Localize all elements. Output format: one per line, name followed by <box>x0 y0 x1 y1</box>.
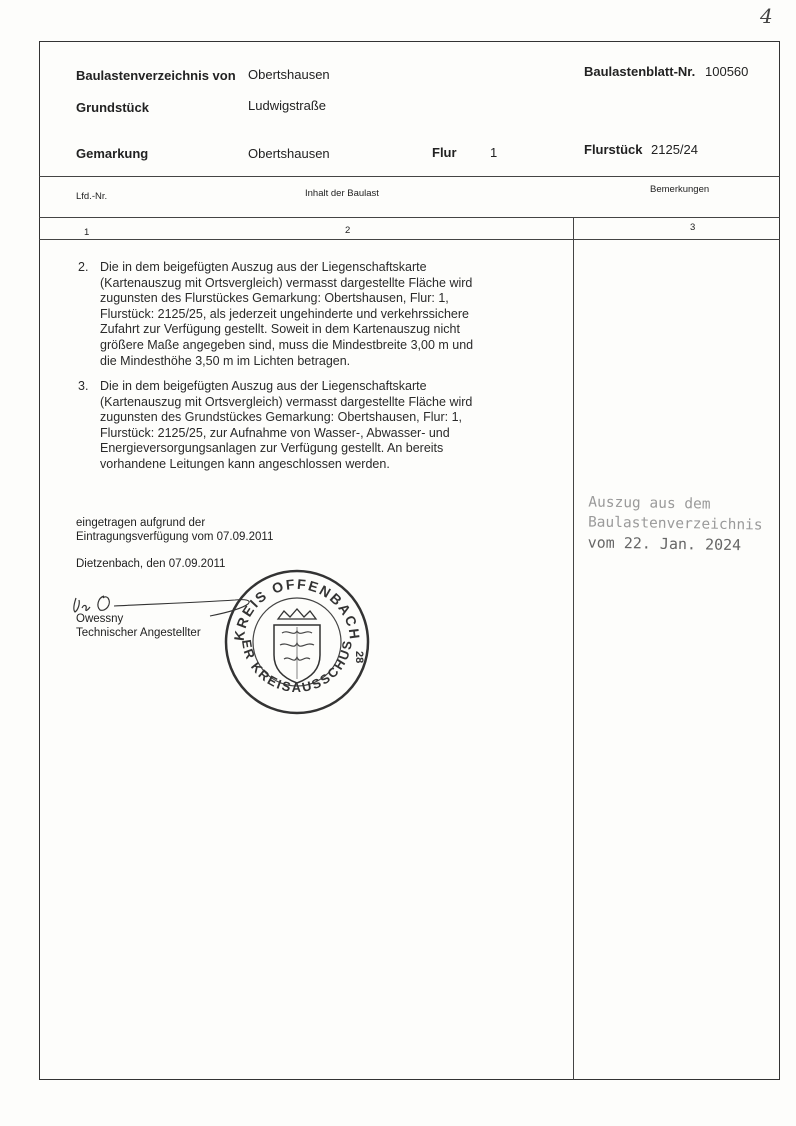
extract-stamp-date: vom 22. Jan. 2024 <box>587 533 742 555</box>
lfd-nr-header: Lfd.-Nr. <box>76 191 108 202</box>
eingetragen-note <box>76 516 273 544</box>
inhalt-header: Inhalt der Baulast <box>305 188 379 199</box>
entry-line: Flurstück: 2125/25, als jederzeit ungehinderte und verkehrssichere <box>100 306 469 321</box>
grundstueck-label: Grundstück <box>76 100 149 115</box>
column-divider <box>573 217 574 1080</box>
entry-line: größere Maße angegeben sind, muss die Mindestbreite 3,00 m und <box>100 337 474 352</box>
column-number-divider <box>39 239 780 240</box>
entry-line: Energieversorgungsanlagen zur Verfügung gestellt. An bereits <box>100 441 444 456</box>
entry-number: 3. <box>78 379 89 393</box>
column-number-3: 3 <box>690 222 696 233</box>
signer-block <box>76 612 201 640</box>
bemerkungen-header: Bemerkungen <box>650 184 710 195</box>
flurstueck-value: 2125/24 <box>651 142 698 157</box>
gemarkung-value: Obertshausen <box>248 146 330 161</box>
seal-number: 28 <box>353 651 365 664</box>
entry-text <box>100 379 520 473</box>
entry-line: zugunsten des Flurstückes Gemarkung: Obertshausen, Flur: 1, <box>100 291 449 306</box>
place-date: Dietzenbach, den 07.09.2011 <box>76 558 226 570</box>
entry-line: die Mindesthöhe 3,50 m im Lichten betragen. <box>100 353 351 368</box>
entry-line: vorhandene Leitungen kann angeschlossen werden. <box>100 456 390 471</box>
column-number-2: 2 <box>345 225 351 236</box>
official-seal <box>222 567 372 717</box>
header-divider <box>39 176 780 177</box>
verzeichnis-label: Baulastenverzeichnis von <box>76 68 236 83</box>
column-header-divider <box>39 217 780 218</box>
entry-line: zugunsten des Grundstückes Gemarkung: Obertshausen, Flur: 1, <box>100 410 462 425</box>
extract-stamp-line: Baulastenverzeichnis <box>587 514 763 534</box>
signer-name: Owessny <box>76 613 124 625</box>
extract-stamp <box>587 492 763 555</box>
entry-line: (Kartenauszug mit Ortsvergleich) vermasst dargestellte Fläche wird <box>100 394 473 409</box>
entry-line: Flurstück: 2125/25, zur Aufnahme von Wasser-, Abwasser- und <box>100 425 450 440</box>
gemarkung-label: Gemarkung <box>76 146 149 161</box>
flurstueck-label: Flurstück <box>584 142 643 157</box>
entry-line: Die in dem beigefügten Auszug aus der Liegenschaftskarte <box>100 260 427 274</box>
entry-line: Zufahrt zur Verfügung gestellt. Soweit in dem Kartenauszug nicht <box>100 322 460 337</box>
verzeichnis-value: Obertshausen <box>248 67 330 82</box>
flur-label: Flur <box>432 145 457 160</box>
eingetragen-line: Eintragungsverfügung vom 07.09.2011 <box>76 531 274 543</box>
entry-text <box>100 260 520 369</box>
grundstueck-value: Ludwigstraße <box>248 98 327 113</box>
seal-text-top: KREIS OFFENBACH <box>230 575 364 642</box>
signer-title: Technischer Angestellter <box>76 627 201 639</box>
column-number-1: 1 <box>84 227 90 238</box>
corner-mark: 4 <box>760 4 773 28</box>
seal-graphic <box>222 567 372 717</box>
seal-text-bottom: ER KREISAUSSCHUS <box>238 637 356 696</box>
flur-value: 1 <box>490 145 498 160</box>
entry-line: Die in dem beigefügten Auszug aus der Liegenschaftskarte <box>100 379 427 393</box>
eingetragen-line: eingetragen aufgrund der <box>76 517 206 529</box>
entry-number: 2. <box>78 260 89 274</box>
entry-line: (Kartenauszug mit Ortsvergleich) vermasst dargestellte Fläche wird <box>100 275 473 290</box>
blatt-value: 100560 <box>705 64 749 79</box>
extract-stamp-line: Auszug aus dem <box>588 494 711 513</box>
blatt-label: Baulastenblatt-Nr. <box>584 64 696 79</box>
